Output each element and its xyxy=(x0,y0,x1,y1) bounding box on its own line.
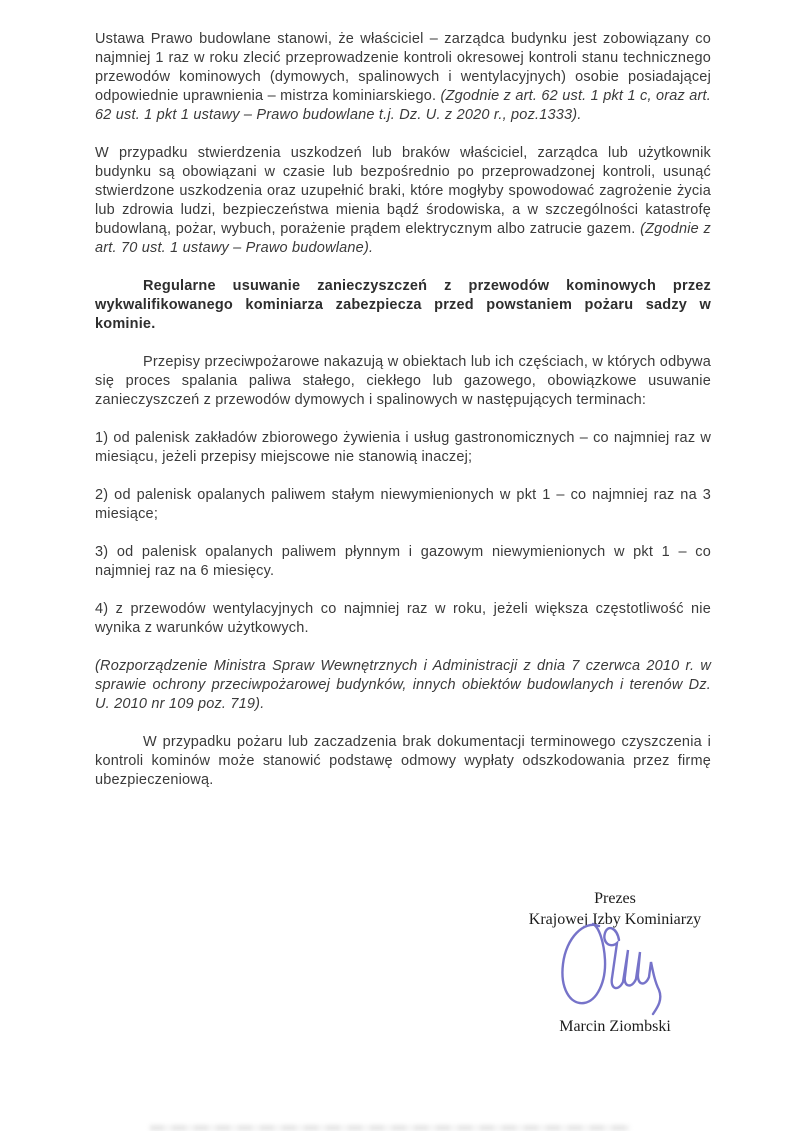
handwritten-signature-icon xyxy=(470,924,760,1010)
paragraph-intro-text: Ustawa Prawo budowlane stanowi, że właściciel – zarządca budynku jest zobowiązany co najmniej 1 raz w roku zlecić przeprowadzenie kontroli okresowej kontroli stanu technicznego przewodów kominowych (dymowych, spalinowych i wentylacyjnych) osobie posiadającej odpowiednie uprawnienia – mistrza kominiarskiego. xyxy=(95,31,711,104)
signature-title-role: Prezes xyxy=(594,890,636,907)
paragraph-intro xyxy=(95,30,711,125)
document-body xyxy=(95,30,711,809)
paragraph-regulation-citation: (Rozporządzenie Ministra Spraw Wewnętrznych i Administracji z dnia 7 czerwca 2010 r. w sprawie ochrony przeciwpożarowej budynków, innych obiektów budowlanych i terenów Dz. U. 2010 nr 109 poz. 719). xyxy=(95,658,711,712)
paragraph-intro-citation: (Zgodnie z art. 62 ust. 1 pkt 1 c, oraz art. 62 ust. 1 pkt 1 ustawy – Prawo budowlane t.j. Dz. U. z 2020 r., poz.1333). xyxy=(95,88,711,123)
list-item-4: 4) z przewodów wentylacyjnych co najmniej raz w roku, jeżeli większa częstotliwość nie wynika z warunków użytkowych. xyxy=(95,601,711,636)
list-item-2: 2) od palenisk opalanych paliwem stałym niewymienionych w pkt 1 – co najmniej raz na 3 miesiące; xyxy=(95,487,711,522)
signature-title-organization: Krajowej Izby Kominiarzy xyxy=(528,911,702,928)
signature-block xyxy=(470,888,760,1037)
list-item-3: 3) od palenisk opalanych paliwem płynnym i gazowym niewymienionych w pkt 1 – co najmniej raz na 6 miesięcy. xyxy=(95,544,711,579)
paragraph-damages-citation: (Zgodnie z art. 70 ust. 1 ustawy – Prawo budowlane). xyxy=(95,221,711,256)
paragraph-damages-text: W przypadku stwierdzenia uszkodzeń lub braków właściciel, zarządca lub użytkownik budynku są obowiązani w czasie lub bezpośrednio po przeprowadzonej kontroli, usunąć stwierdzone uszkodzenia oraz uzupełnić braki, które mogłyby spowodować zagrożenie życia lub zdrowia ludzi, bezpieczeństwa mienia bądź środowiska, a w szczególności katastrofę budowlaną, pożar, wybuch, porażenie prądem elektrycznym albo zatrucie gazem. xyxy=(95,145,711,237)
signature-name: Marcin Ziombski xyxy=(559,1018,671,1035)
list-item-1: 1) od palenisk zakładów zbiorowego żywienia i usług gastronomicznych – co najmniej raz w miesiącu, jeżeli przepisy miejscowe nie stanowią inaczej; xyxy=(95,430,711,465)
paragraph-damages xyxy=(95,144,711,258)
paragraph-fire-regulations: Przepisy przeciwpożarowe nakazują w obiektach lub ich częściach, w których odbywa się proces spalania paliwa stałego, ciekłego lub gazowego, obowiązkowe usuwanie zanieczyszczeń z przewodów dymowych i spalinowych w następujących terminach: xyxy=(95,354,711,408)
paragraph-insurance: W przypadku pożaru lub zaczadzenia brak dokumentacji terminowego czyszczenia i kontroli kominów może stanowić podstawę odmowy wypłaty odszkodowania przez firmę ubezpieczeniową. xyxy=(95,734,711,788)
paragraph-regular-cleaning: Regularne usuwanie zanieczyszczeń z przewodów kominowych przez wykwalifikowanego kominiarza zabezpiecza przed powstaniem pożaru sadzy w kominie. xyxy=(95,278,711,332)
page-bottom-scan-artifact xyxy=(150,1125,630,1131)
